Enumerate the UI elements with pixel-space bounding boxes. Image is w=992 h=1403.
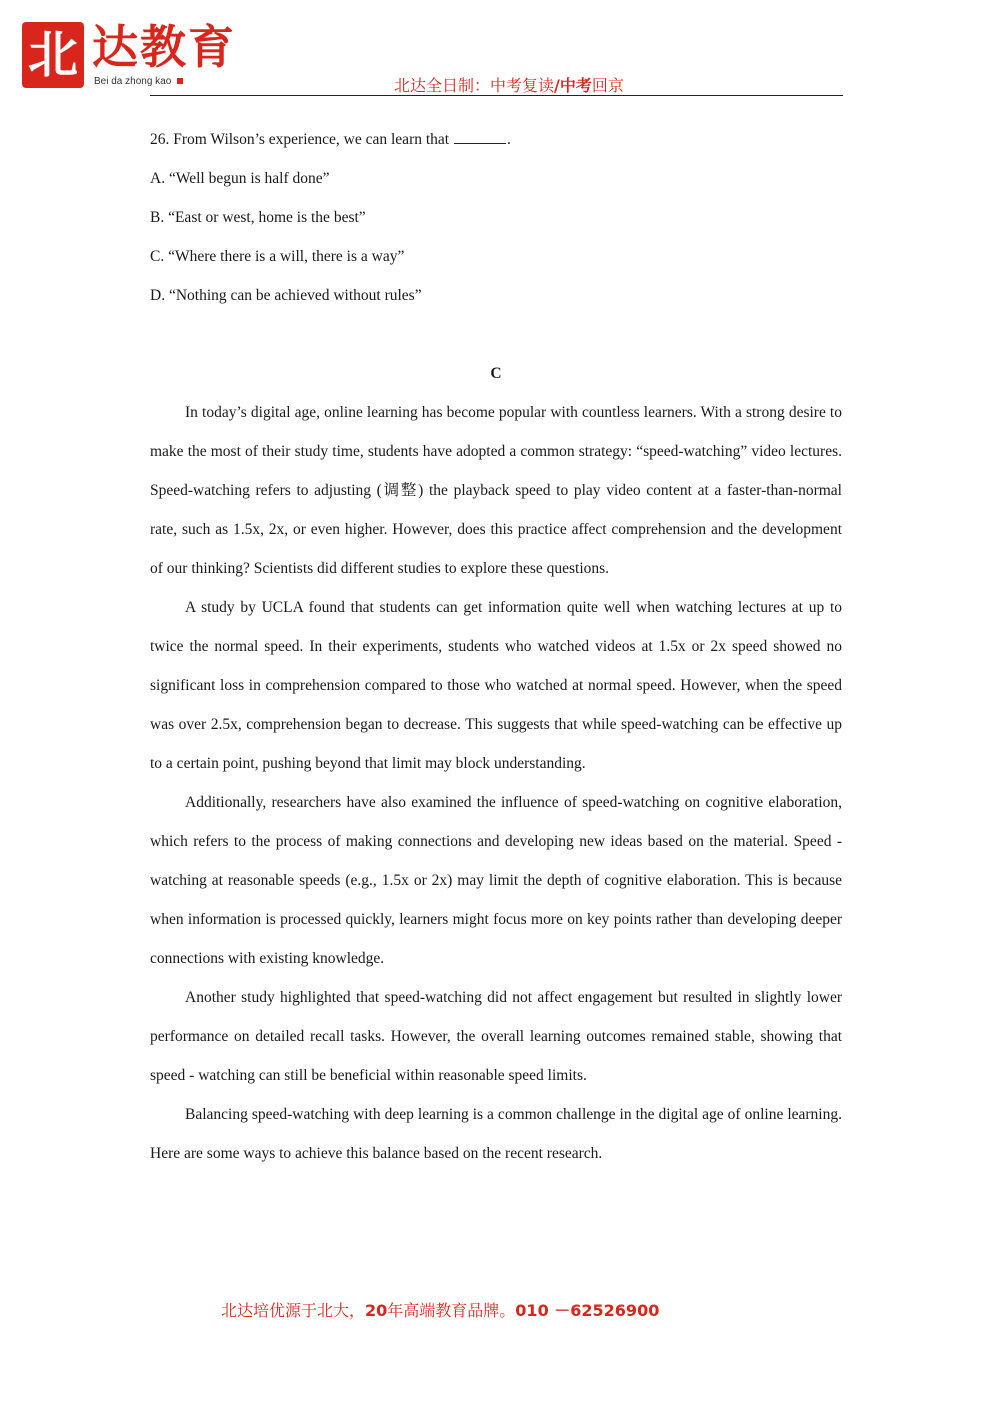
tagline-part2: /中考 — [554, 76, 592, 95]
section-title: C — [490, 365, 502, 382]
spacer — [150, 315, 842, 354]
tagline-part1: 北达全日制：中考复读 — [394, 76, 555, 95]
header-divider — [150, 95, 843, 96]
question-stem-text: 26. From Wilson’s experience, we can learn that — [150, 131, 450, 148]
footer-part1: 北达培优源于北大， — [221, 1301, 366, 1320]
option-c: C. “Where there is a will, there is a way” — [150, 248, 405, 265]
footer-phone: 010 －62526900 — [515, 1301, 660, 1320]
paragraph: Another study highlighted that speed-watching did not affect engagement but resulted in slightly lower performance on detailed recall tasks. However, the overall learning outcomes remained stable, showing that speed - watching can still be beneficial within reasonable speed limits. — [150, 989, 842, 1084]
option-b: B. “East or west, home is the best” — [150, 209, 366, 226]
paragraph: A study by UCLA found that students can get information quite well when watching lectures at up to twice the normal speed. In their experiments, students who watched videos at 1.5x or 2x speed showed no significant loss in comprehension compared to those who watched at normal speed. However, when the speed was over 2.5x, comprehension began to decrease. This suggests that while speed-watching can be effective up to a certain point, pushing beyond that limit may block understanding. — [150, 599, 842, 772]
footer-slogan — [221, 1298, 659, 1321]
document-body — [150, 120, 842, 1173]
question-stem-end: . — [506, 131, 511, 148]
answer-blank — [454, 128, 506, 144]
option-a: A. “Well begun is half done” — [150, 170, 330, 187]
footer-part2: 年高端教育品牌。 — [387, 1301, 516, 1320]
logo-subtitle — [94, 76, 183, 87]
logo-mark: 北 — [22, 22, 84, 88]
logo-name: 达教育 — [92, 20, 236, 74]
paragraph: Balancing speed-watching with deep learning is a common challenge in the digital age of online learning. Here are some ways to achieve this balance based on the recent research. — [150, 1106, 842, 1162]
footer-bold1: 20 — [365, 1301, 388, 1320]
brand-logo — [22, 22, 262, 94]
square-icon — [177, 78, 183, 84]
tagline-part3: 回京 — [591, 76, 624, 95]
option-d: D. “Nothing can be achieved without rules” — [150, 287, 422, 304]
question-stem — [150, 120, 842, 159]
header-tagline — [394, 73, 624, 96]
logo-subtitle-text: Bei da zhong kao — [94, 76, 172, 87]
paragraph: Additionally, researchers have also examined the influence of speed-watching on cognitive elaboration, which refers to the process of making connections and developing new ideas based on the material. Speed - watching at reasonable speeds (e.g., 1.5x or 2x) may limit the depth of cognitive elaboration. This is because when information is processed quickly, learners might focus more on key points rather than developing deeper connections with existing knowledge. — [150, 794, 842, 967]
paragraph: In today’s digital age, online learning has become popular with countless learners. With a strong desire to make the most of their study time, students have adopted a common strategy: “speed-watching” video lectures. Speed-watching refers to adjusting (调整) the playback speed to play video content at a faster-than-normal rate, such as 1.5x, 2x, or even higher. However, does this practice affect comprehension and the development of our thinking? Scientists did different studies to explore these questions. — [150, 404, 842, 577]
